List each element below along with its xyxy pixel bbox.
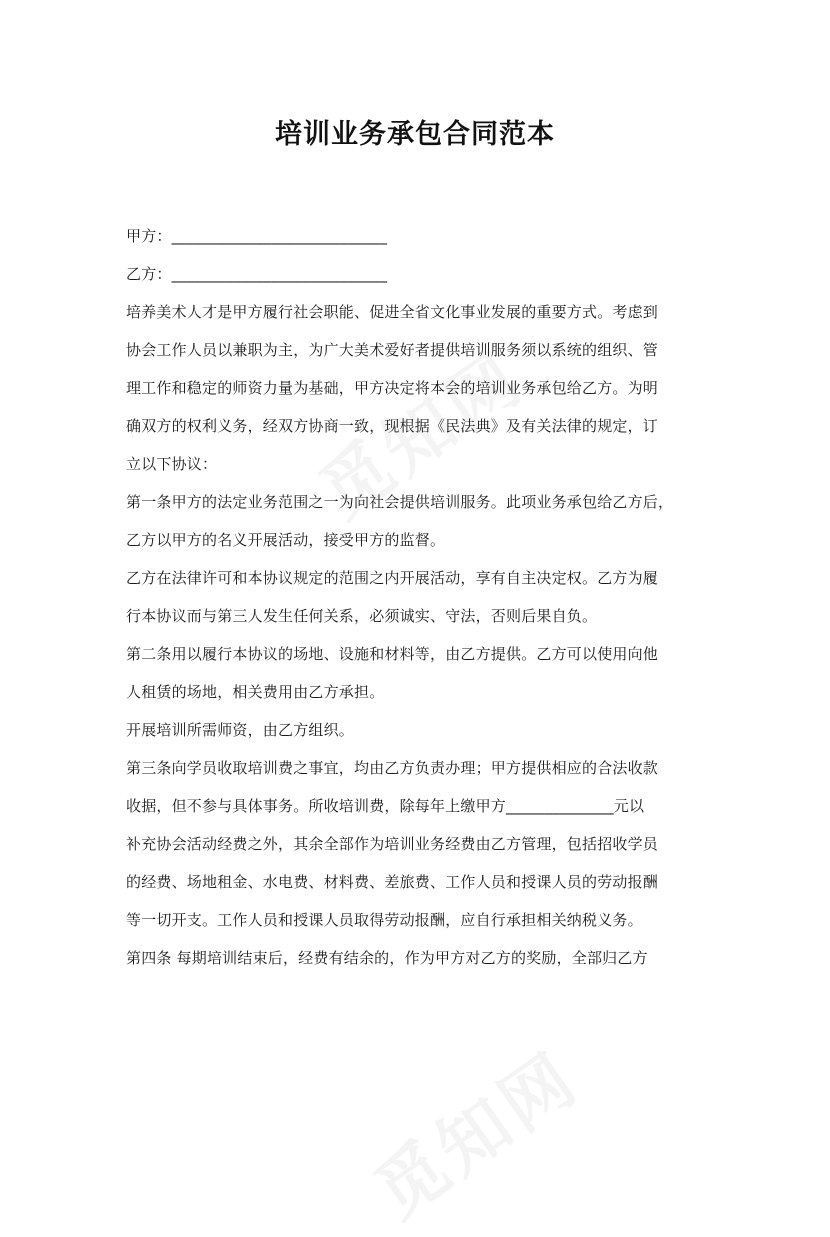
paragraph-article-1 <box>126 483 712 559</box>
text-line: 行本协议而与第三人发生任何关系，必须诚实、守法，否则后果自负。 <box>126 607 598 625</box>
text-line: 收据，但不参与具体事务。所收培训费，除每年上缴甲方______________元以 <box>126 797 645 815</box>
paragraph-article-2-cont <box>126 711 712 749</box>
paragraph-article-3 <box>126 749 712 939</box>
text-line: 理工作和稳定的师资力量为基础，甲方决定将本会的培训业务承包给乙方。为明 <box>126 379 659 397</box>
document-title: 培训业务承包合同范本 <box>275 119 555 150</box>
text-line: 第二条用以履行本协议的场地、设施和材料等，由乙方提供。乙方可以使用向他 <box>126 645 659 663</box>
text-line: 第四条 每期培训结束后，经费有结余的，作为甲方对乙方的奖励，全部归乙方 <box>126 949 648 967</box>
text-line: 确双方的权利义务，经双方协商一致，现根据《民法典》及有关法律的规定，订 <box>126 417 659 435</box>
text-line: 补充协会活动经费之外，其余全部作为培训业务经费由乙方管理，包括招收学员 <box>126 835 659 853</box>
text-line: 培养美术人才是甲方履行社会职能、促进全省文化事业发展的重要方式。考虑到 <box>126 303 659 321</box>
text-line: 乙方以甲方的名义开展活动，接受甲方的监督。 <box>126 531 446 549</box>
paragraph-article-2 <box>126 635 712 711</box>
text-line: 第一条甲方的法定业务范围之一为向社会提供培训服务。此项业务承包给乙方后， <box>126 493 674 511</box>
party-a-line: 甲方：____________________________ <box>126 227 388 245</box>
text-line: 的经费、场地租金、水电费、材料费、差旅费、工作人员和授课人员的劳动报酬 <box>126 873 659 891</box>
text-line: 乙方在法律许可和本协议规定的范围之内开展活动，享有自主决定权。乙方为履 <box>126 569 659 587</box>
document-body <box>126 217 712 977</box>
text-line: 等一切开支。工作人员和授课人员取得劳动报酬，应自行承担相关纳税义务。 <box>126 911 643 929</box>
watermark <box>352 1024 597 1237</box>
paragraph-article-1-cont <box>126 559 712 635</box>
text-line: 立以下协议： <box>126 455 218 473</box>
text-line: 协会工作人员以兼职为主，为广大美术爱好者提供培训服务须以系统的组织、管 <box>126 341 659 359</box>
text-line: 开展培训所需师资，由乙方组织。 <box>126 721 355 739</box>
text-line: 第三条向学员收取培训费之事宜，均由乙方负责办理；甲方提供相应的合法收款 <box>126 759 659 777</box>
paragraph-preamble <box>126 293 712 483</box>
party-b-line: 乙方：____________________________ <box>126 265 388 283</box>
text-line: 人租赁的场地，相关费用由乙方承担。 <box>126 683 385 701</box>
paragraph-article-4 <box>126 939 712 977</box>
